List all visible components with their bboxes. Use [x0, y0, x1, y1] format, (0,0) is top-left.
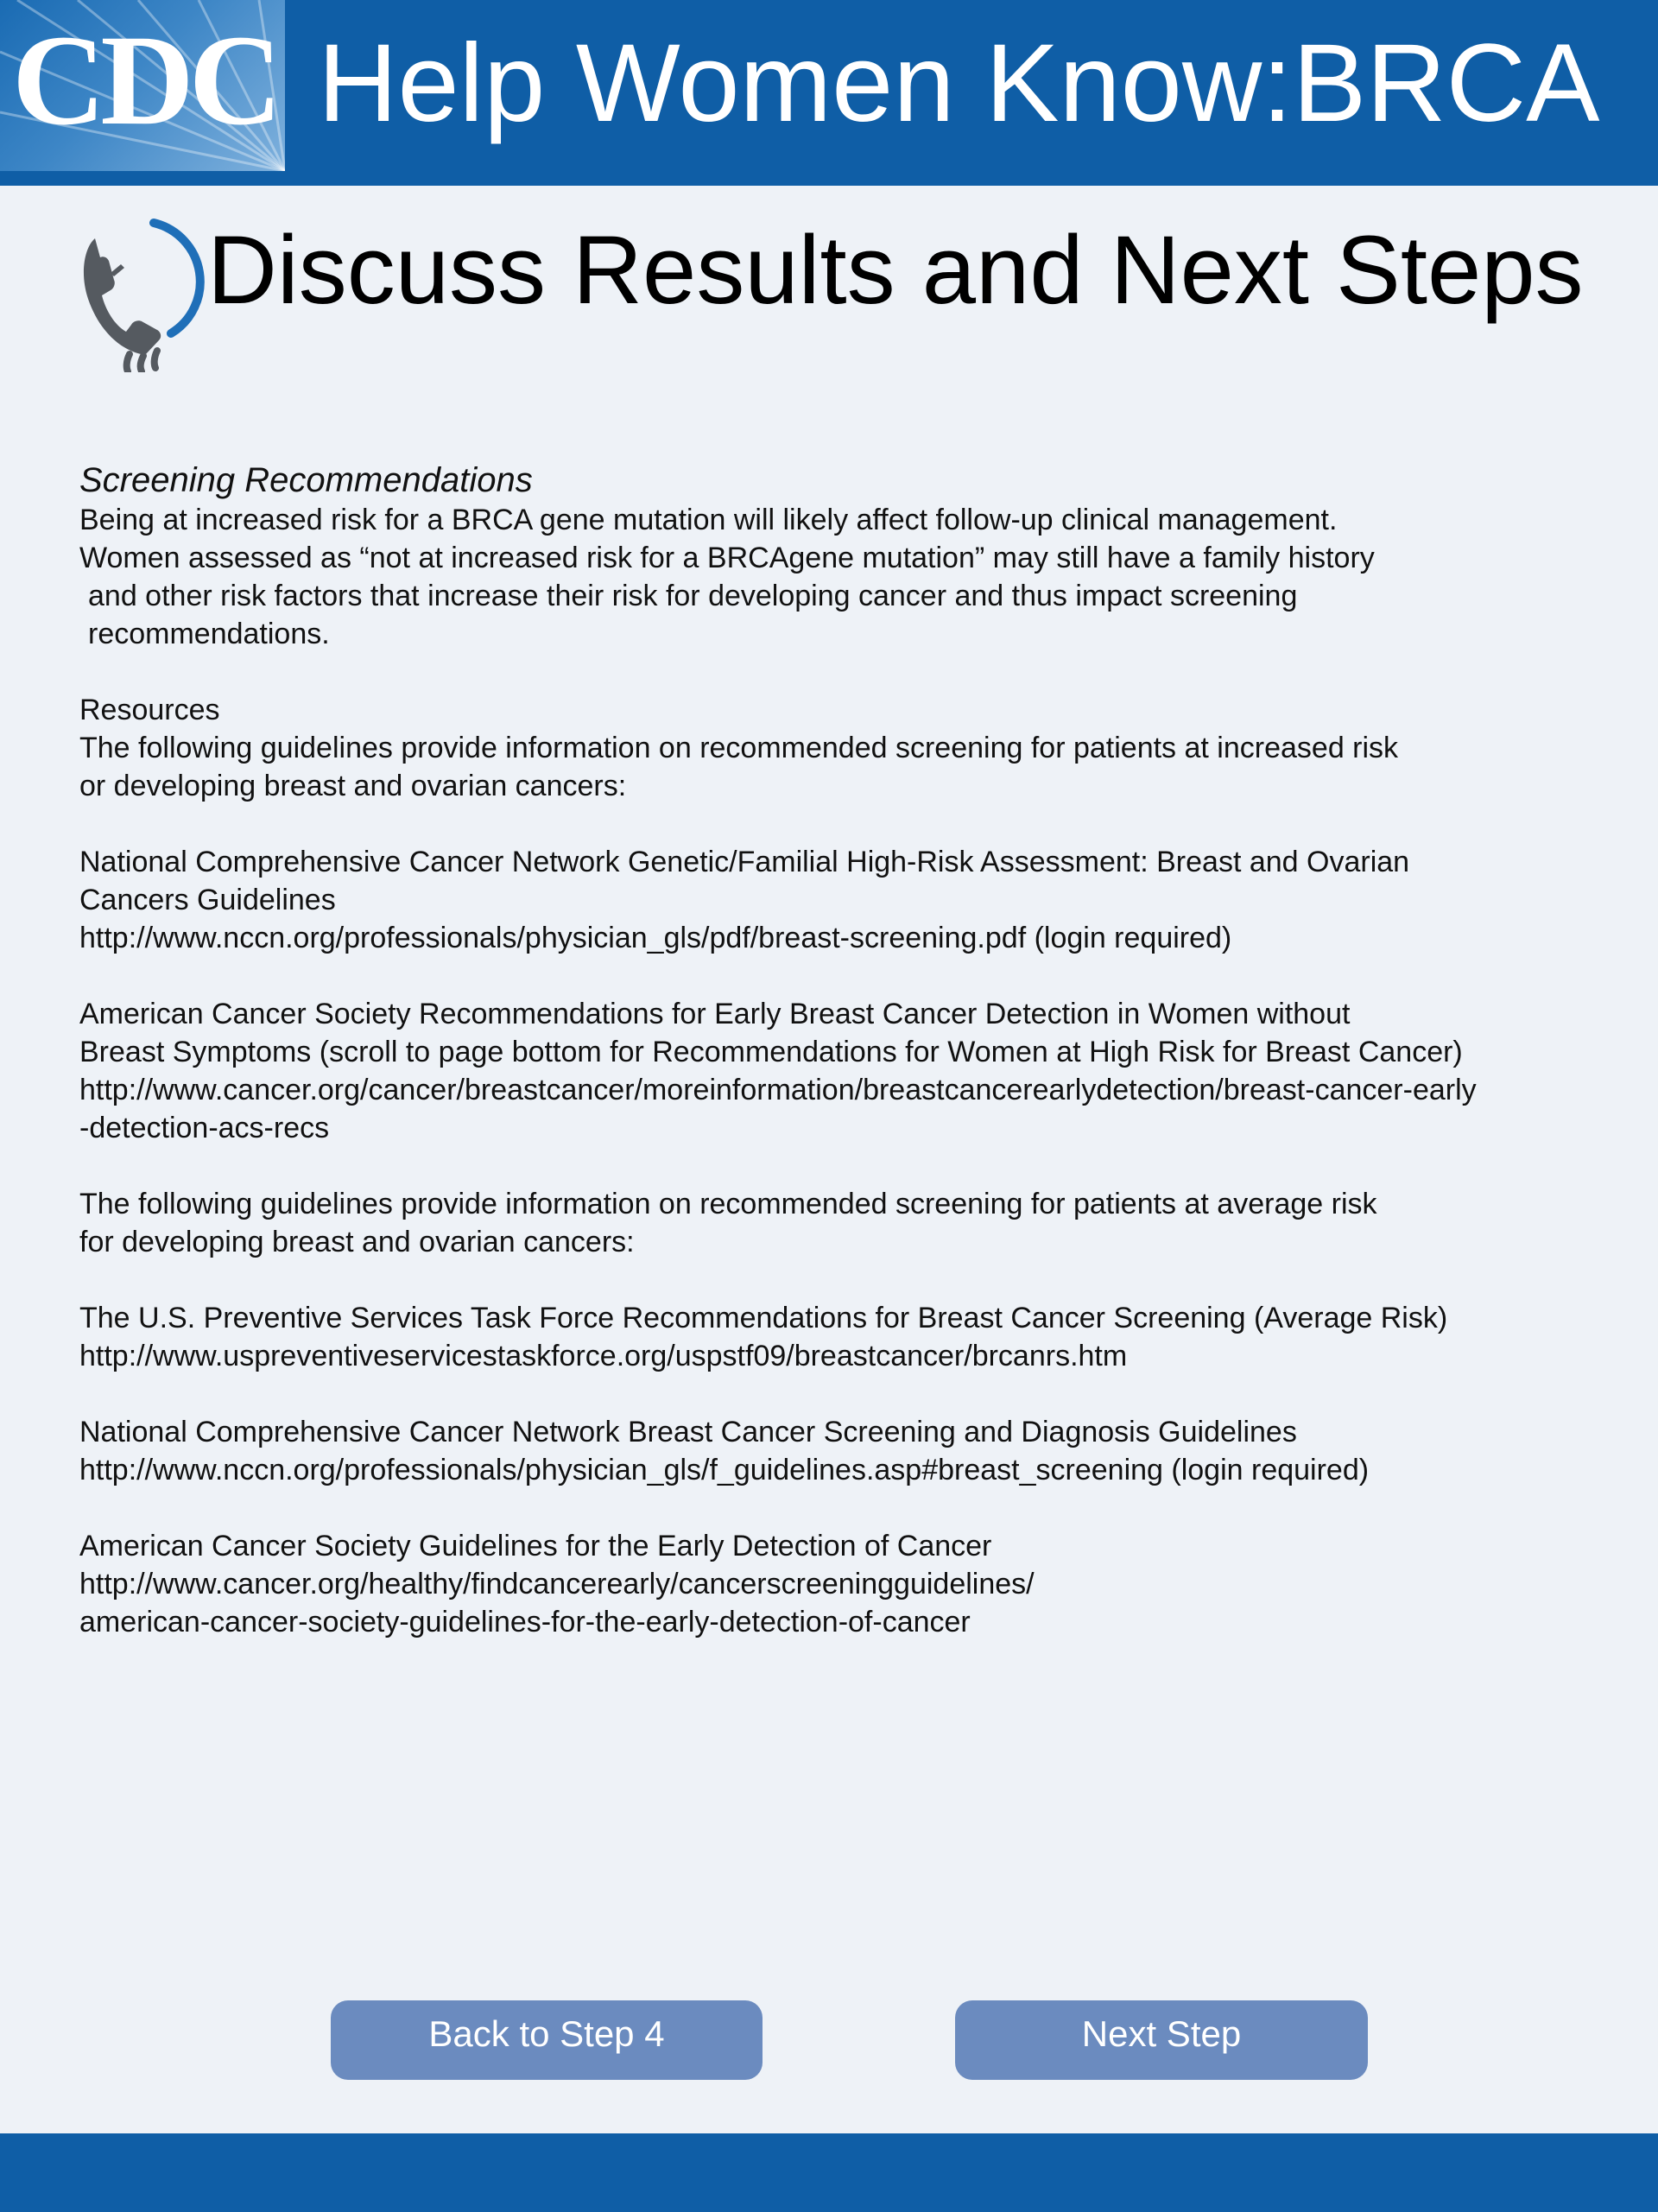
screening-line: recommendations. — [88, 618, 330, 650]
header-bar — [0, 0, 1658, 186]
resources-intro-line: or developing breast and ovarian cancers: — [79, 770, 627, 802]
next-step-button[interactable]: Next Step — [955, 2000, 1368, 2080]
guideline-nccn-screening — [79, 1413, 1617, 1489]
guideline-uspstf — [79, 1299, 1617, 1375]
resources-intro-line: The following guidelines provide information on recommended screening for patients at increased risk — [79, 732, 1399, 764]
footer-bar — [0, 2133, 1658, 2212]
average-intro-line: The following guidelines provide information on recommended screening for patients at average risk — [79, 1188, 1377, 1220]
guideline-link[interactable]: http://www.nccn.org/professionals/physician_gls/pdf/breast-screening.pdf (login required) — [79, 922, 1232, 954]
guideline-nccn-high-risk — [79, 843, 1617, 957]
average-risk-intro — [79, 1185, 1617, 1261]
page-title: Discuss Results and Next Steps — [207, 216, 1584, 324]
guideline-link[interactable]: http://www.cancer.org/cancer/breastcancer/moreinformation/breastcancerearlydetection/breast-cancer-early — [79, 1074, 1477, 1106]
guideline-title: The U.S. Preventive Services Task Force Recommendations for Breast Cancer Screening (Average Risk) — [79, 1302, 1448, 1334]
guideline-title: Breast Symptoms (scroll to page bottom for Recommendations for Women at High Risk for Breast Cancer) — [79, 1036, 1463, 1068]
guideline-link[interactable]: http://www.nccn.org/professionals/physician_gls/f_guidelines.asp#breast_screening (login required) — [79, 1454, 1370, 1486]
guideline-acs-early-detection — [79, 995, 1617, 1147]
guideline-title: National Comprehensive Cancer Network Breast Cancer Screening and Diagnosis Guidelines — [79, 1416, 1297, 1448]
resources-heading: Resources — [79, 694, 220, 726]
app-title: Help Women Know:BRCA — [318, 22, 1600, 145]
screening-paragraph — [79, 501, 1617, 653]
guideline-title: American Cancer Society Recommendations for Early Breast Cancer Detection in Women without — [79, 998, 1351, 1030]
content-area — [79, 460, 1617, 1641]
cdc-logo-text: CDC — [12, 9, 277, 152]
guideline-title: American Cancer Society Guidelines for the Early Detection of Cancer — [79, 1530, 992, 1562]
average-intro-line: for developing breast and ovarian cancers: — [79, 1226, 635, 1258]
guideline-link[interactable]: american-cancer-society-guidelines-for-the-early-detection-of-cancer — [79, 1606, 971, 1638]
guideline-link[interactable]: http://www.cancer.org/healthy/findcancerearly/cancerscreeningguidelines/ — [79, 1568, 1035, 1600]
cdc-logo — [0, 0, 285, 171]
guideline-acs-detection — [79, 1527, 1617, 1641]
resources-intro — [79, 729, 1617, 805]
guideline-link[interactable]: -detection-acs-recs — [79, 1112, 330, 1144]
back-to-step-4-button[interactable]: Back to Step 4 — [331, 2000, 763, 2080]
screening-heading: Screening Recommendations — [79, 461, 533, 499]
phone-icon — [76, 212, 206, 372]
guideline-title: National Comprehensive Cancer Network Genetic/Familial High-Risk Assessment: Breast and Ovarian — [79, 846, 1410, 878]
screening-line: Women assessed as “not at increased risk for a BRCAgene mutation” may still have a family history — [79, 542, 1375, 574]
screening-line: Being at increased risk for a BRCA gene mutation will likely affect follow-up clinical management. — [79, 504, 1338, 536]
screening-line: and other risk factors that increase their risk for developing cancer and thus impact screening — [88, 580, 1298, 612]
guideline-link[interactable]: http://www.uspreventiveservicestaskforce.org/uspstf09/breastcancer/brcanrs.htm — [79, 1340, 1128, 1372]
guideline-title: Cancers Guidelines — [79, 884, 336, 916]
